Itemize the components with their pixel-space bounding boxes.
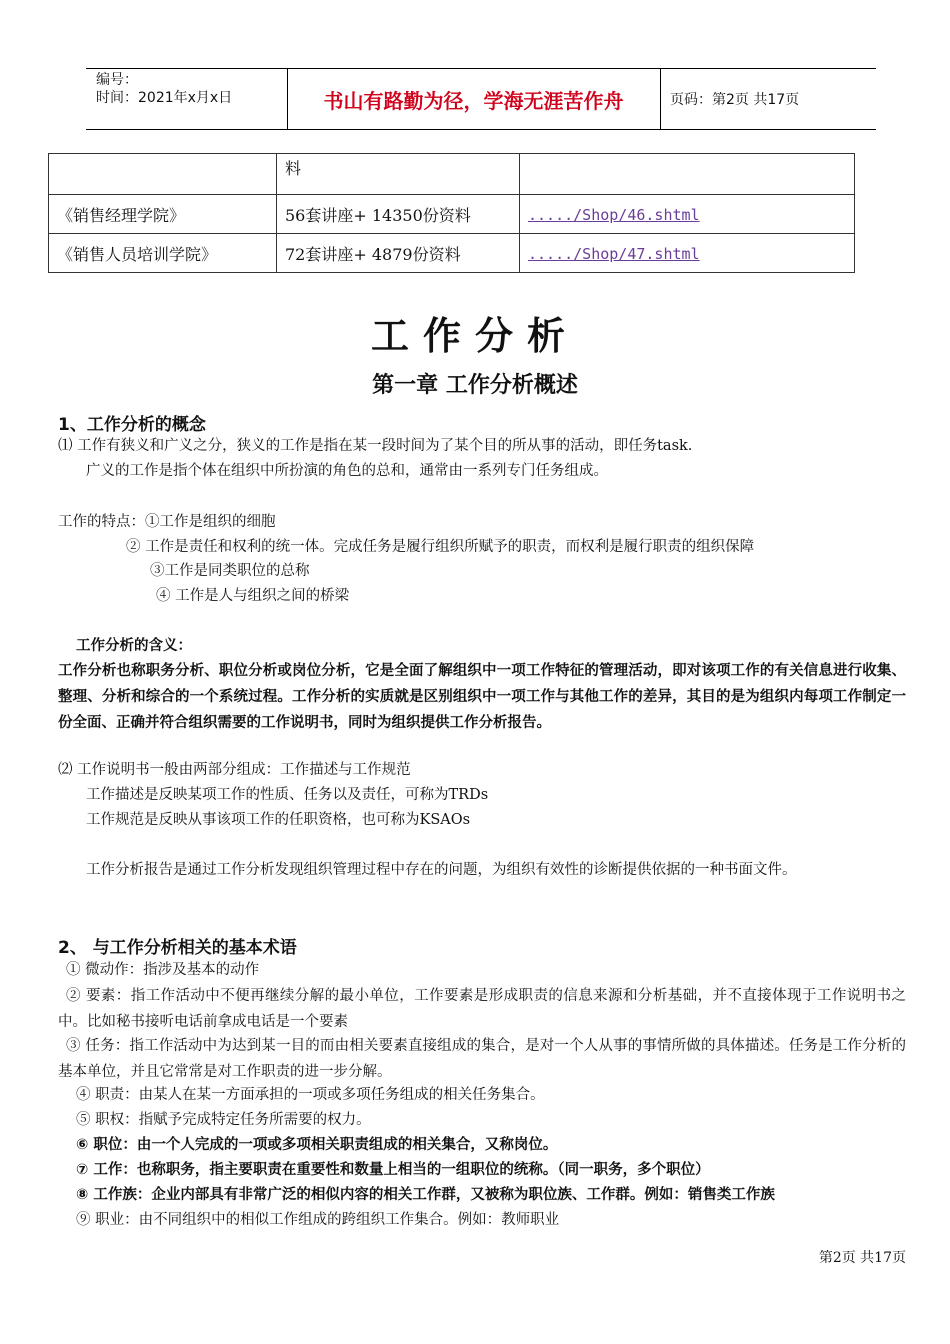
table-cell-name: 《销售经理学院》 [49,195,277,234]
paragraph: 工作描述是反映某项工作的性质、任务以及责任，可称为TRDs [86,787,489,803]
term-item: ④ 职责：由某人在某一方面承担的一项或多项任务组成的相关任务集合。 [76,1087,545,1103]
feature-item: ② 工作是责任和权利的统一体。完成任务是履行组织所赋予的职责，而权利是履行职责的组织保障 [126,539,755,555]
header-meta [96,71,232,107]
shop-link[interactable]: ...../Shop/46.shtml [528,205,700,224]
paragraph: 工作分析报告是通过工作分析发现组织管理过程中存在的问题，为组织有效性的诊断提供依据的一种书面文件。 [86,862,797,878]
table-row [49,234,855,273]
document-title: 工作分析 [370,314,579,358]
table-cell-content: 72套讲座+ 4879份资料 [277,234,520,273]
chapter-title: 第一章 工作分析概述 [372,373,578,398]
resource-table [48,153,855,273]
paragraph: ⑴ 工作有狭义和广义之分，狭义的工作是指在某一段时间为了某个目的所从事的活动，即任务task. [58,438,693,454]
section-heading: 1、工作分析的概念 [58,415,206,435]
paragraph: 工作规范是反映从事该项工作的任职资格，也可称为KSAOs [86,812,471,828]
term-item: ⑤ 职权：指赋予完成特定任务所需要的权力。 [76,1112,371,1128]
table-cell-name [49,154,277,195]
header-number: 编号： [96,72,138,88]
table-cell-content: 料 [277,154,520,195]
table-cell-content: 56套讲座+ 14350份资料 [277,195,520,234]
header-motto: 书山有路勤为径，学海无涯苦作舟 [323,88,624,113]
table-cell-link [520,154,855,195]
feature-item: 工作的特点：①工作是组织的细胞 [58,514,276,530]
shop-link[interactable]: ...../Shop/47.shtml [528,244,700,263]
header-page-info: 页码：第2页 共17页 [670,92,800,108]
page-header [86,68,876,130]
table-cell-name: 《销售人员培训学院》 [49,234,277,273]
table-row [49,154,855,195]
term-item: ⑥ 职位：由一个人完成的一项或多项相关职责组成的相关集合，又称岗位。 [76,1137,558,1153]
feature-item: ③工作是同类职位的总称 [150,563,310,579]
feature-item: ④ 工作是人与组织之间的桥梁 [156,588,350,604]
section-heading: 2、 与工作分析相关的基本术语 [58,938,297,958]
table-row [49,195,855,234]
table-cell-link [520,195,855,234]
paragraph: 广义的工作是指个体在组织中所扮演的角色的总和，通常由一系列专门任务组成。 [86,463,608,479]
header-divider [660,69,661,129]
term-item: ① 微动作：指涉及基本的动作 [66,962,260,978]
page-footer: 第2页 共17页 [818,1250,906,1266]
header-time: 时间：2021年x月x日 [96,90,233,106]
table-cell-link [520,234,855,273]
term-item: ③ 任务：指工作活动中为达到某一目的而由相关要素直接组成的集合，是对一个人从事的事情所做的具体描述。任务是工作分析的基本单位，并且它常常是对工作职责的进一步分解。 [58,1038,906,1080]
term-item: ⑧ 工作族：企业内部具有非常广泛的相似内容的相关工作群，又被称为职位族、工作群。例如：销售类工作族 [76,1187,775,1203]
meaning-heading: 工作分析的含义： [76,638,192,654]
paragraph: ⑵ 工作说明书一般由两部分组成：工作描述与工作规范 [58,762,411,778]
term-item: ⑨ 职业：由不同组织中的相似工作组成的跨组织工作集合。例如：教师职业 [76,1212,560,1228]
term-item: ② 要素：指工作活动中不便再继续分解的最小单位，工作要素是形成职责的信息来源和分析基础，并不直接体现于工作说明书之中。比如秘书接听电话前拿成电话是一个要素 [58,988,906,1030]
meaning-text: 工作分析也称职务分析、职位分析或岗位分析，它是全面了解组织中一项工作特征的管理活动，即对该项工作的有关信息进行收集、整理、分析和综合的一个系统过程。工作分析的实质就是区别组织中一项工作与其他工作的差异，其目的是为组织内每项工作制定一份全面、正确并符合组织需要的工作说明书，同时为组织提供工作分析报告。 [58,663,906,731]
term-item: ⑦ 工作：也称职务，指主要职责在重要性和数量上相当的一组职位的统称。（同一职务，多个职位） [76,1162,710,1178]
